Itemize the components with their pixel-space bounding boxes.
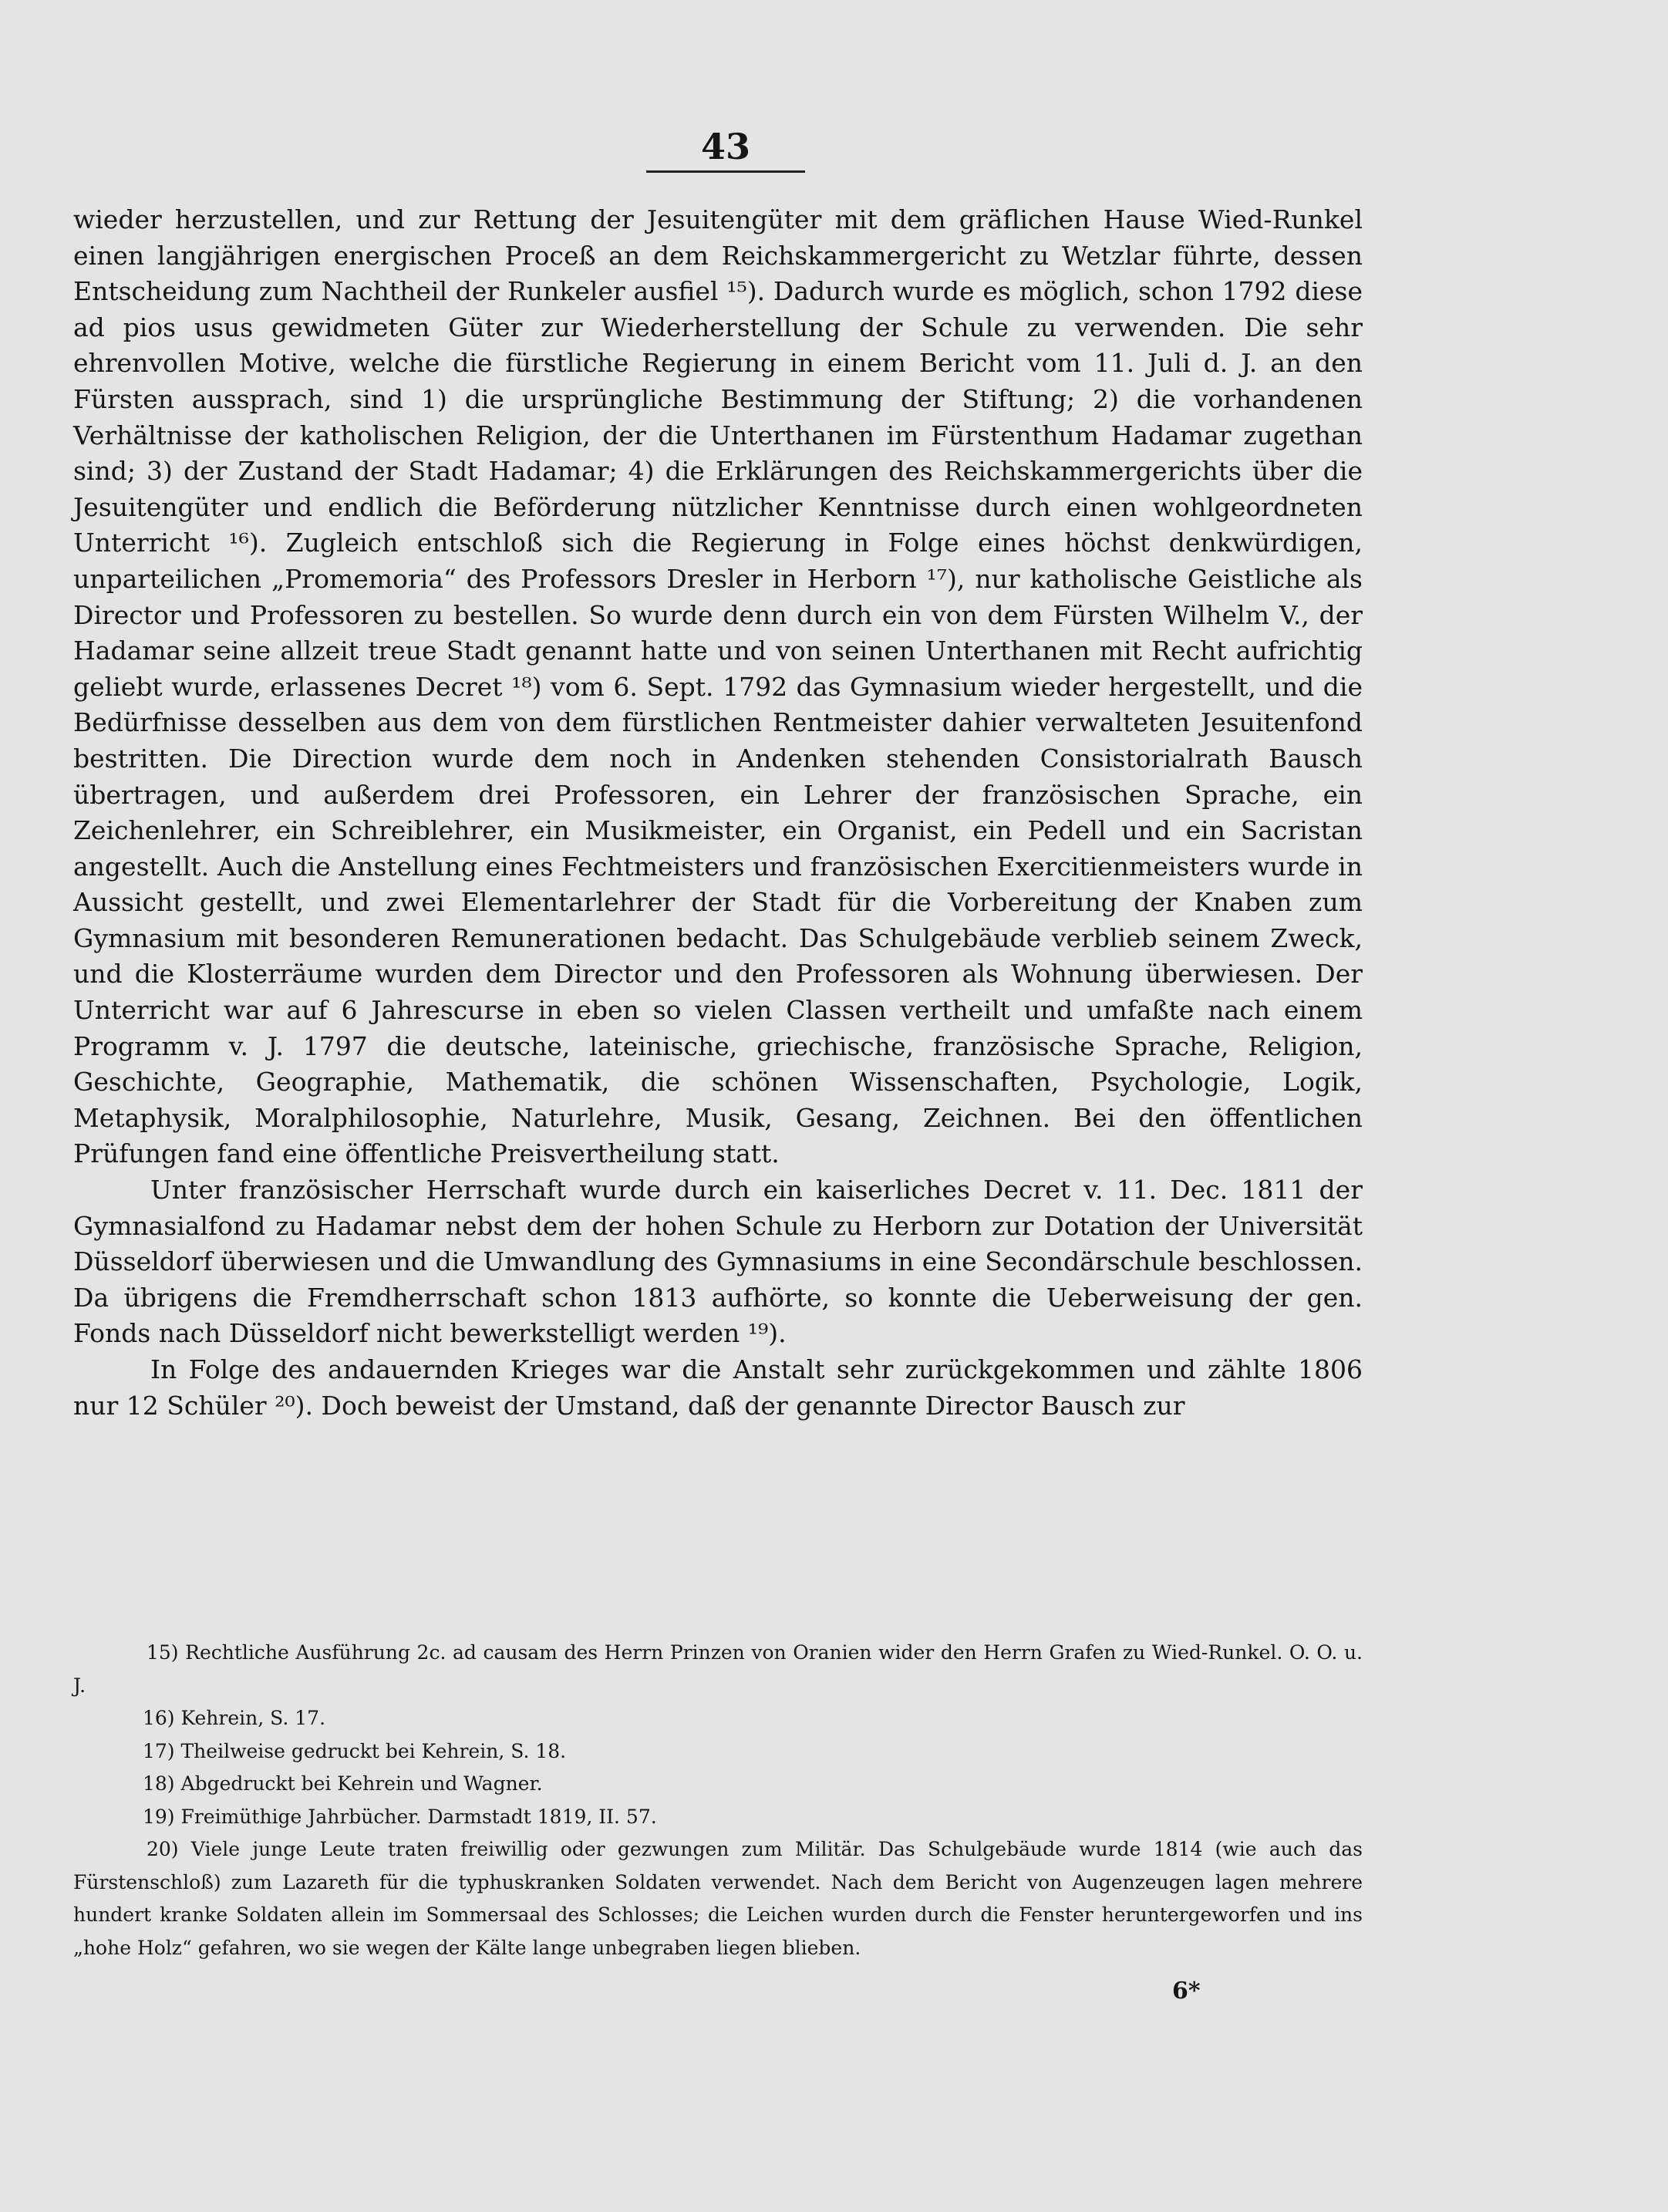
footnote-16: 16) Kehrein, S. 17. — [143, 1707, 326, 1729]
paragraph-1: wieder herzustellen, und zur Rettung der Jesuitengüter mit dem gräflichen Hause Wied-Runkel einen langjährigen energischen Proceß an dem Reichskammergericht zu Wetzlar führte, dessen Entscheidung zum Nachtheil der Runkeler ausfiel ¹⁵). Dadurch wurde es möglich, schon 1792 diese ad pios usus gewidmeten Güter zur Wiederherstellung der Schule zu verwenden. Die sehr ehrenvollen Motive, welche die fürstliche Regierung in einem Bericht vom 11. Juli d. J. an den Fürsten aussprach, sind 1) die ursprüngliche Bestimmung der Stiftung; 2) die vorhandenen Verhältnisse der katholischen Religion, der die Unterthanen im Fürstenthum Hadamar zugethan sind; 3) der Zustand der Stadt Hadamar; 4) die Erklärungen des Reichskammergerichts über die Jesuitengüter und endlich die Beförderung nützlicher Kenntnisse durch einen wohlgeordneten Unterricht ¹⁶). Zugleich entschloß sich die Regierung in Folge eines höchst denkwürdigen, unparteilichen „Promemoria“ des Professors Dresler in Herborn ¹⁷), nur katholische Geistliche als Director und Professoren zu bestellen. So wurde denn durch ein von dem Fürsten Wilhelm V., der Hadamar seine allzeit treue Stadt genannt hatte und von seinen Unterthanen mit Recht aufrichtig geliebt wurde, erlassenes Decret ¹⁸) vom 6. Sept. 1792 das Gymnasium wieder hergestellt, und die Bedürfnisse desselben aus dem von dem fürstlichen Rentmeister dahier verwalteten Jesuitenfond bestritten. Die Direction wurde dem noch in Andenken stehenden Consistorialrath Bausch übertragen, und außerdem drei Professoren, ein Lehrer der französischen Sprache, ein Zeichenlehrer, ein Schreiblehrer, ein Musikmeister, ein Organist, ein Pedell und ein Sacristan angestellt. Auch die Anstellung eines Fechtmeisters und französischen Exercitienmeisters wurde in Aussicht gestellt, und zwei Elementarlehrer der Stadt für die Vorbereitung der Knaben zum Gymnasium mit besonderen Remunerationen bedacht. Das Schulgebäude verblieb seinem Zweck, und die Klosterräume wurden dem Director und den Professoren als Wohnung überwiesen. Der Unterricht war auf 6 Jahrescurse in eben so vielen Classen vertheilt und umfaßte nach einem Programm v. J. 1797 die deutsche, lateinische, griechische, französische Sprache, Religion, Geschichte, Geographie, Mathematik, die schönen Wissenschaften, Psychologie, Logik, Metaphysik, Moralphilosophie, Naturlehre, Musik, Gesang, Zeichnen. Bei den öffentlichen Prüfungen fand eine öffentliche Preisvertheilung statt. — [73, 204, 1363, 1169]
page-number: 43 — [700, 126, 750, 167]
paragraph-3: In Folge des andauernden Krieges war die Anstalt sehr zurückgekommen und zählte 1806 nur 12 Schüler ²⁰). Doch beweist der Umstand, daß der genannte Director Bausch zur — [73, 1354, 1363, 1421]
footnote-18: 18) Abgedruckt bei Kehrein und Wagner. — [143, 1772, 543, 1795]
paragraph-2: Unter französischer Herrschaft wurde durch ein kaiserliches Decret v. 11. Dec. 1811 der Gymnasialfond zu Hadamar nebst dem der hohen Schule zu Herborn zur Dotation der Universität Düsseldorf überwiesen und die Umwandlung des Gymnasiums in eine Secondärschule beschlossen. Da übrigens die Fremdherrschaft schon 1813 aufhörte, so konnte die Ueberweisung der gen. Fonds nach Düsseldorf nicht bewerkstelligt werden ¹⁹). — [73, 1175, 1363, 1349]
footnote-15: 15) Rechtliche Ausführung 2c. ad causam des Herrn Prinzen von Oranien wider den Herrn Grafen zu Wied-Runkel. O. O. u. J. — [73, 1641, 1363, 1697]
footnotes — [73, 1637, 1363, 1964]
page-number-rule — [646, 170, 805, 173]
footnote-17: 17) Theilweise gedruckt bei Kehrein, S. 18. — [143, 1739, 567, 1762]
body-text — [73, 202, 1363, 1424]
footnote-19: 19) Freimüthige Jahrbücher. Darmstadt 1819, II. 57. — [143, 1805, 657, 1828]
sheet-signature: 6* — [1172, 1978, 1201, 2005]
footnote-20: 20) Viele junge Leute traten freiwillig oder gezwungen zum Militär. Das Schulgebäude wurde 1814 (wie auch das Fürstenschloß) zum Lazareth für die typhuskranken Soldaten verwendet. Nach dem Bericht von Augenzeugen lagen mehrere hundert kranke Soldaten allein im Sommersaal des Schlosses; die Leichen wurden durch die Fenster heruntergeworfen und ins „hohe Holz“ gefahren, wo sie wegen der Kälte lange unbegraben liegen blieben. — [73, 1838, 1363, 1959]
